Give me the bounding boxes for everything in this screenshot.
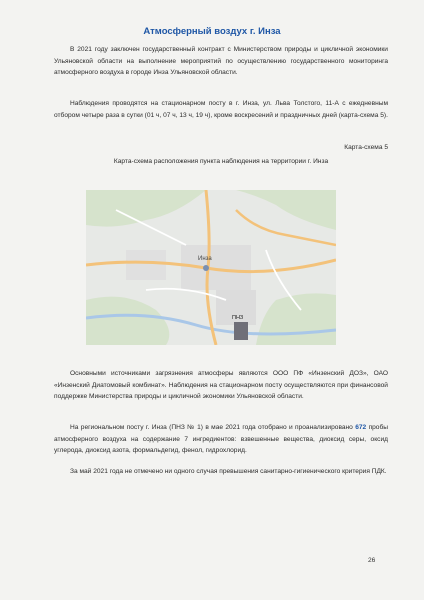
paragraph-sources: Основными источниками загрязнения атмосферы являются ООО ПФ «Инзенский ДОЗ», ОАО «Инзенский Диатомовый комбинат». Наблюдения на стационарном посту осуществляются при финансовой поддержке Министерства природы и цикличной экономики Ульяновской области. — [54, 370, 388, 401]
paragraph-observations: Наблюдения проводятся на стационарном посту в г. Инза, ул. Льва Толстого, 11-А с ежедневным отбором четыре раза в сутки (01 ч, 07 ч, 13 ч, 19 ч), кроме воскресений и праздничных дней (карта-схема 5). — [54, 100, 388, 119]
map-graphic — [86, 190, 336, 345]
page-title: Атмосферный воздух г. Инза — [143, 26, 281, 37]
samples-count: 672 — [355, 424, 367, 431]
map-caption: Карта-схема расположения пункта наблюдения на территории г. Инза — [113, 158, 329, 165]
post-label: ПНЗ — [232, 315, 244, 321]
paragraph-samples — [54, 422, 388, 457]
map-reference: Карта-схема 5 — [344, 144, 388, 151]
samples-text-end: пробы атмосферного воздуха на содержание 7 ингредиентов: взвешенные вещества, диоксид серы, оксид углерода, диоксид азота, формальдегид, фенол, гидрохлорид. — [54, 424, 388, 455]
city-pin-icon — [203, 265, 209, 271]
paragraph-conclusion: За май 2021 года не отмечено ни одного случая превышения санитарно-гигиенического критерия ПДК. — [70, 468, 387, 475]
city-map — [86, 190, 336, 345]
city-label: Инза — [198, 256, 212, 262]
post-marker-icon — [234, 322, 248, 340]
samples-text-start: На региональном посту г. Инза (ПНЗ № 1) в мае 2021 года отобрано и проанализировано — [70, 424, 356, 431]
page-number: 26 — [368, 557, 376, 564]
paragraph-contract: В 2021 году заключен государственный контракт с Министерством природы и цикличной экономики Ульяновской области на выполнение мероприятий по осуществлению государственного мониторинга атмосферного воздуха в городе Инза Ульяновской области. — [54, 46, 388, 77]
